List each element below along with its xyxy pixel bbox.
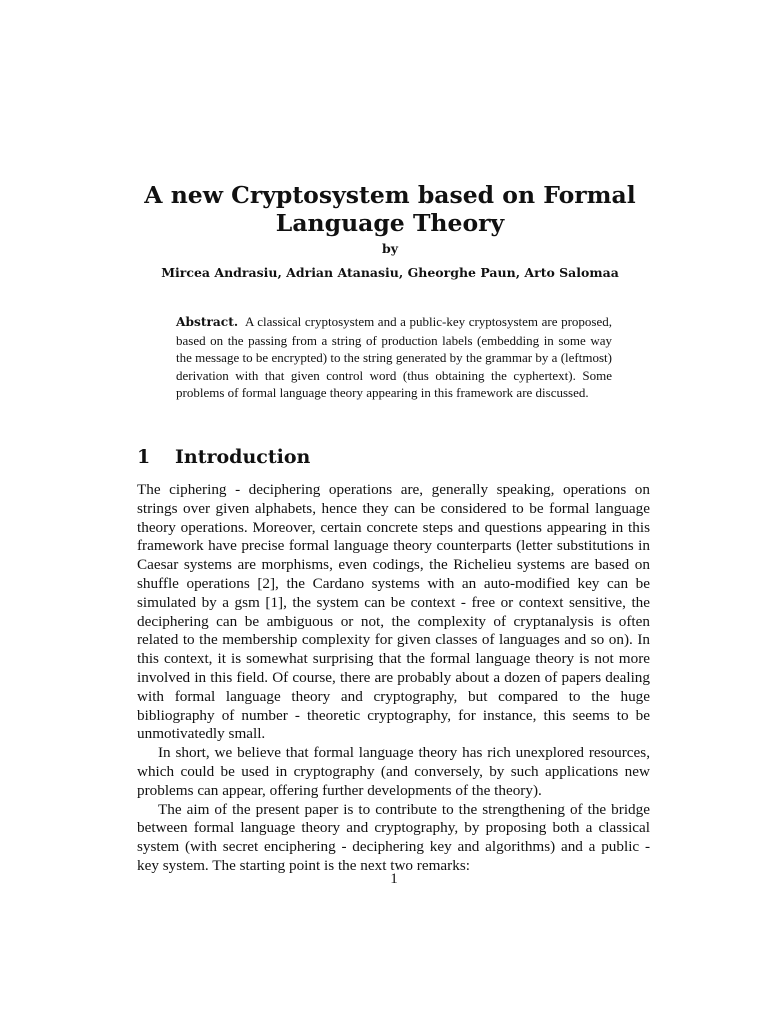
section-heading [137,444,310,470]
paper-title: A new Cryptosystem based on Formal Language Theory [144,181,636,237]
section-body [137,481,650,876]
abstract-label: Abstract. [176,315,239,329]
section-number: 1 [137,446,151,468]
page-number: 1 [390,871,398,887]
abstract-block [176,313,612,402]
paragraph-3: The aim of the present paper is to contribute to the strengthening of the bridge between formal language theory and cryptography, by proposing both a classical system (with secret enciphering - deciphering key and algorithms) and a public - key system. The starting point is the next two remarks: [137,800,650,874]
abstract-text: A classical cryptosystem and a public-key cryptosystem are proposed, based on the passing from a string of production labels (embedding in some way the message to be encrypted) to the string generated by the grammar by a (leftmost) derivation with that given control word (thus obtaining the cyphertext). Some problems of formal language theory appearing in this framework are discussed. [176,314,612,401]
byline: by [381,241,398,256]
paragraph-1: The ciphering - deciphering operations are, generally speaking, operations on strings over given alphabets, hence they can be considered to be formal language theory operations. Moreover, certain concrete steps and questions appearing in this framework have precise formal language theory counterparts (letter substitutions in Caesar systems are morphisms, even codings, the Richelieu systems are based on shuffle operations [2], the Cardano systems with an auto-modified key can be simulated by a gsm [1], the system can be context - free or context sensitive, the deciphering can be ambiguous or not, the complexity of cryptanalysis is often related to the membership complexity for given classes of languages and so on). In this context, it is somewhat surprising that the formal language theory is not more involved in this field. Of course, there are probably about a dozen of papers dealing with formal language theory and cryptography, but compared to the huge bibliography of number - theoretic cryptography, for instance, this seems to be unmotivatedly small. [137,481,650,743]
paragraph-2: In short, we believe that formal language theory has rich unexplored resources, which could be used in cryptography (and conversely, by such applications new problems can appear, offering further developments of the theory). [137,744,650,799]
section-title: Introduction [175,446,311,468]
author-list: Mircea Andrasiu, Adrian Atanasiu, Gheorghe Paun, Arto Salomaa [161,265,619,280]
